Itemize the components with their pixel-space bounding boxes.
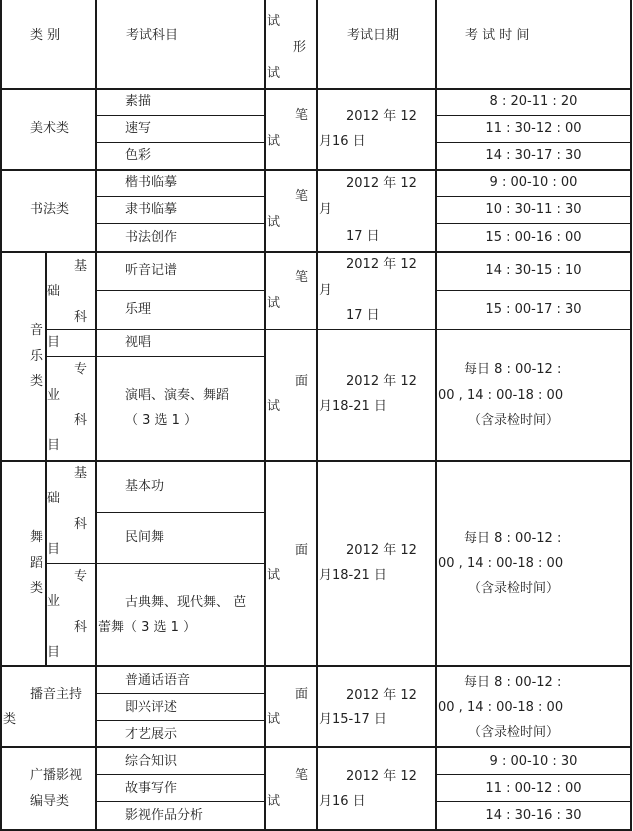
exam-date: 2012 年 12 <box>346 257 417 272</box>
subject-cell: 视唱 <box>125 335 152 350</box>
exam-form: 试 <box>267 568 281 583</box>
exam-time: 8 : 20-11 : 20 <box>489 94 578 109</box>
exam-time: 00 , 14 : 00-18 : 00 <box>438 556 564 571</box>
exam-date: 2012 年 12 <box>346 688 417 703</box>
category-music-char: 乐 <box>30 349 44 364</box>
row-divider <box>96 693 264 694</box>
row-divider <box>436 801 631 802</box>
category-broadcast: 类 <box>3 712 17 727</box>
subject-cell: 故事写作 <box>125 781 178 796</box>
exam-date: 2012 年 12 <box>346 769 417 784</box>
table-border-right <box>630 0 632 831</box>
subject-cell: 古典舞、现代舞、 芭 <box>125 595 247 610</box>
subject-cell: 才艺展示 <box>125 727 178 742</box>
row-divider <box>96 290 264 291</box>
subcategory-major-char: 业 <box>47 388 61 403</box>
subject-cell: （ 3 选 1 ） <box>125 413 198 428</box>
exam-time: 每日 8 : 00-12 : <box>464 675 562 690</box>
row-divider <box>96 512 264 513</box>
subcategory-major-char: 科 <box>74 620 88 635</box>
exam-form: 试 <box>267 215 281 230</box>
subject-cell: 普通话语音 <box>125 673 191 688</box>
header-form-char: 试 <box>267 66 281 81</box>
exam-form: 笔 <box>295 768 309 783</box>
category-broadcast: 播音主持 <box>30 687 83 702</box>
exam-time: 每日 8 : 00-12 : <box>464 531 562 546</box>
exam-date: 2012 年 12 <box>346 109 417 124</box>
category-film: 广播影视 <box>30 768 83 783</box>
exam-time: （含录检时间） <box>468 413 560 428</box>
exam-form: 试 <box>267 296 281 311</box>
category-art: 美术类 <box>30 121 70 136</box>
subject-cell: 蕾舞（ 3 选 1 ） <box>98 620 197 635</box>
category-film: 编导类 <box>30 794 70 809</box>
exam-time: 9 : 00-10 : 30 <box>489 754 578 769</box>
subcategory-basic-char: 目 <box>47 335 61 350</box>
subcategory-basic-char: 科 <box>74 517 88 532</box>
row-divider <box>436 290 631 291</box>
subcategory-basic-char: 基 <box>74 466 88 481</box>
row-divider <box>0 460 632 462</box>
exam-time: 15 : 00-17 : 30 <box>485 302 582 317</box>
subject-cell: 影视作品分析 <box>125 808 204 823</box>
row-divider <box>436 115 631 116</box>
subcategory-major-char: 科 <box>74 413 88 428</box>
subcategory-major-char: 目 <box>47 645 61 660</box>
row-divider <box>0 746 632 748</box>
row-divider <box>96 115 264 116</box>
row-divider <box>0 169 632 171</box>
row-divider <box>46 563 265 564</box>
subcategory-major-char: 专 <box>74 362 88 377</box>
header-form-char: 形 <box>293 40 307 55</box>
exam-form: 面 <box>295 543 309 558</box>
exam-form: 笔 <box>295 270 309 285</box>
column-divider <box>95 0 97 831</box>
subcategory-major-char: 业 <box>47 594 61 609</box>
row-divider <box>0 665 632 667</box>
exam-date: 2012 年 12 <box>346 176 417 191</box>
header-date: 考试日期 <box>347 28 400 43</box>
subcategory-basic-char: 目 <box>47 542 61 557</box>
subject-cell: 民间舞 <box>125 530 165 545</box>
exam-date: 月18-21 日 <box>319 568 387 583</box>
row-divider <box>96 774 264 775</box>
subject-cell: 速写 <box>125 121 152 136</box>
row-divider <box>436 196 631 197</box>
exam-date: 17 日 <box>346 229 380 244</box>
subject-cell: 楷书临摹 <box>125 175 178 190</box>
exam-date: 月 <box>319 283 333 298</box>
subcategory-basic-char: 基 <box>74 259 88 274</box>
header-form-char: 试 <box>267 14 281 29</box>
header-category: 类 别 <box>30 28 61 43</box>
subject-cell: 演唱、演奏、舞蹈 <box>125 388 230 403</box>
row-divider <box>436 142 631 143</box>
exam-date: 月15-17 日 <box>319 712 387 727</box>
row-divider <box>96 196 264 197</box>
exam-form: 试 <box>267 712 281 727</box>
header-time: 考 试 时 间 <box>465 28 530 43</box>
row-divider <box>46 329 632 330</box>
subject-cell: 乐理 <box>125 302 152 317</box>
category-dance-char: 蹈 <box>30 556 44 571</box>
subject-cell: 基本功 <box>125 479 165 494</box>
row-divider <box>96 720 264 721</box>
exam-time: 14 : 30-17 : 30 <box>485 148 582 163</box>
subject-cell: 书法创作 <box>125 230 178 245</box>
subject-cell: 听音记谱 <box>125 263 178 278</box>
exam-date: 2012 年 12 <box>346 374 417 389</box>
category-dance-char: 类 <box>30 581 44 596</box>
exam-time: 00 , 14 : 00-18 : 00 <box>438 388 564 403</box>
row-divider <box>436 774 631 775</box>
column-divider <box>264 0 266 831</box>
subcategory-basic-char: 础 <box>47 491 61 506</box>
exam-form: 面 <box>295 687 309 702</box>
exam-time: 10 : 30-11 : 30 <box>485 202 582 217</box>
subject-cell: 色彩 <box>125 148 152 163</box>
exam-time: 14 : 30-16 : 30 <box>485 808 582 823</box>
exam-form: 试 <box>267 134 281 149</box>
row-divider <box>46 356 265 357</box>
subcategory-basic-char: 科 <box>74 310 88 325</box>
row-divider <box>436 223 631 224</box>
exam-date: 月18-21 日 <box>319 399 387 414</box>
category-music-char: 音 <box>30 323 44 338</box>
subcategory-major-char: 专 <box>74 569 88 584</box>
row-divider <box>96 801 264 802</box>
category-dance-char: 舞 <box>30 530 44 545</box>
exam-time: 15 : 00-16 : 00 <box>485 230 582 245</box>
exam-form: 面 <box>295 374 309 389</box>
exam-time: （含录检时间） <box>468 725 560 740</box>
exam-form: 笔 <box>295 108 309 123</box>
category-music-char: 类 <box>30 374 44 389</box>
row-divider <box>96 142 264 143</box>
exam-date: 月16 日 <box>319 794 366 809</box>
exam-form: 笔 <box>295 189 309 204</box>
column-divider <box>316 0 318 831</box>
row-divider <box>0 88 632 90</box>
exam-time: 11 : 30-12 : 00 <box>485 121 582 136</box>
exam-date: 月 <box>319 202 333 217</box>
subject-cell: 综合知识 <box>125 754 178 769</box>
header-subject: 考试科目 <box>126 28 179 43</box>
table-border-left <box>0 0 2 831</box>
subject-cell: 隶书临摹 <box>125 202 178 217</box>
subject-cell: 素描 <box>125 94 152 109</box>
row-divider <box>0 251 632 253</box>
exam-time: 00 , 14 : 00-18 : 00 <box>438 700 564 715</box>
exam-date: 2012 年 12 <box>346 543 417 558</box>
exam-date: 月16 日 <box>319 134 366 149</box>
category-calligraphy: 书法类 <box>30 202 70 217</box>
exam-time: （含录检时间） <box>468 581 560 596</box>
subcategory-major-char: 目 <box>47 438 61 453</box>
exam-time: 14 : 30-15 : 10 <box>485 263 582 278</box>
subject-cell: 即兴评述 <box>125 700 178 715</box>
exam-form: 试 <box>267 399 281 414</box>
exam-time: 11 : 00-12 : 00 <box>485 781 582 796</box>
row-divider <box>96 223 264 224</box>
exam-time: 9 : 00-10 : 00 <box>489 175 578 190</box>
exam-time: 每日 8 : 00-12 : <box>464 362 562 377</box>
exam-date: 17 日 <box>346 308 380 323</box>
subcategory-basic-char: 础 <box>47 284 61 299</box>
exam-form: 试 <box>267 794 281 809</box>
